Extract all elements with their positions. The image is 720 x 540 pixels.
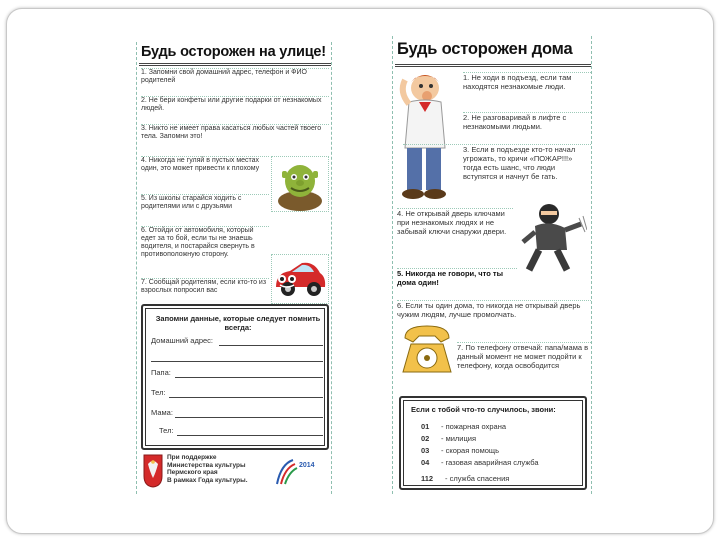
- street-rule-2: 2. Не бери конфеты или другие подарки от незнакомых людей.: [141, 96, 329, 113]
- dad-phone-line[interactable]: [169, 397, 323, 398]
- home-rule-5: 5. Никогда не говори, что ты дома один!: [397, 268, 517, 287]
- home-leaflet-title: Будь осторожен дома: [397, 40, 573, 58]
- ambulance-code: 03: [421, 446, 430, 455]
- emergency-title: Если с тобой что-то случилось, звони:: [411, 405, 556, 414]
- home-address-line-2[interactable]: [151, 361, 323, 362]
- title-divider: [395, 64, 591, 67]
- boy-cartoon-icon: [395, 72, 461, 204]
- sponsor-line-4: В рамках Года культуры.: [167, 476, 248, 484]
- rescue-label: - служба спасения: [445, 474, 510, 483]
- sponsor-text: [167, 454, 259, 484]
- street-leaflet-title: Будь осторожен на улице!: [141, 44, 326, 60]
- sponsor-footer: [141, 452, 329, 492]
- sponsor-line-3: Пермского края: [167, 469, 218, 476]
- police-label: - милиция: [441, 434, 477, 443]
- street-rule-4: 4. Никогда не гуляй в пустых местах один, это может привести к плохому: [141, 156, 269, 173]
- home-safety-leaflet: [392, 36, 592, 494]
- fire-code: 01: [421, 422, 430, 431]
- red-car-cartoon-icon: [272, 255, 328, 303]
- shrek-picture: [271, 156, 329, 212]
- shrek-cartoon-icon: [272, 157, 328, 211]
- emergency-row-rescue: [421, 474, 509, 483]
- fire-label: - пожарная охрана: [441, 422, 507, 431]
- red-car-picture: [271, 254, 329, 304]
- telephone-icon: [399, 322, 455, 378]
- street-rule-7: 7. Сообщай родителям, если кто-то из взрослых попросил вас: [141, 278, 269, 295]
- sponsor-line-1: При поддержке: [167, 454, 217, 461]
- year-of-culture-logo-icon: [271, 456, 325, 488]
- emergency-row-police: [421, 434, 476, 443]
- street-rule-3: 3. Никто не имеет права касаться любых частей твоего тела. Запомни это!: [141, 124, 329, 141]
- mom-line[interactable]: [175, 417, 323, 418]
- home-rule-7: 7. По телефону отвечай: папа/мама в данный момент не может подойти к телефону, когда освободится: [457, 342, 591, 370]
- mom-label: Мама:: [151, 408, 173, 417]
- home-rule-3: 3. Если в подъезде кто-то начал угрожать, то кричи «ПОЖАР!!!» тогда есть шанс, что люди вступятся и начнут бе гать.: [403, 144, 591, 181]
- street-safety-leaflet: [136, 42, 332, 494]
- memo-title: Запомни данные, которые следует помнить всегда:: [155, 314, 321, 332]
- gas-code: 04: [421, 458, 430, 467]
- dad-phone-label: Тел:: [151, 388, 166, 397]
- dad-label: Папа:: [151, 368, 171, 377]
- street-rule-5: 5. Из школы старайся ходить с родителями или с друзьями: [141, 194, 269, 211]
- ambulance-label: - скорая помощь: [441, 446, 499, 455]
- contacts-memo-box: [141, 304, 329, 450]
- burglar-icon: [521, 200, 587, 272]
- emergency-row-fire: [421, 422, 506, 431]
- mom-phone-label: Тел:: [159, 426, 174, 435]
- title-divider: [139, 63, 331, 66]
- sponsor-line-2: Министерства культуры: [167, 461, 246, 469]
- home-address-label: Домашний адрес:: [151, 336, 214, 345]
- perm-coat-of-arms-icon: [143, 454, 163, 488]
- street-rule-1: 1. Запомни свой домашний адрес, телефон и ФИО родителей: [141, 68, 329, 85]
- dad-line[interactable]: [175, 377, 323, 378]
- gas-label: - газовая аварийная служба: [441, 458, 539, 467]
- slide-frame: [6, 8, 714, 534]
- emergency-row-ambulance: [421, 446, 499, 455]
- emergency-row-gas: [421, 458, 539, 467]
- home-address-line[interactable]: [219, 345, 323, 346]
- home-rule-2: 2. Не разговаривай в лифте с незнакомыми людьми.: [463, 112, 591, 131]
- home-rule-6: 6. Если ты один дома, то никогда не открывай дверь чужим людям, лучше промолчать.: [397, 300, 591, 319]
- mom-phone-line[interactable]: [177, 435, 323, 436]
- home-rule-1: 1. Не ходи в подъезд, если там находятся незнакомые люди.: [463, 72, 591, 91]
- emergency-numbers-box: [399, 396, 587, 490]
- police-code: 02: [421, 434, 430, 443]
- logo-year: 2014: [299, 462, 315, 469]
- home-rule-4: 4. Не открывай дверь ключами при незнакомых людях и не забывай ключи снаружи двери.: [397, 208, 513, 236]
- street-rule-6: 6. Отойди от автомобиля, который едет за то бой, если ты не знаешь водителя, и постарайся свернуть в противоположную сторону.: [141, 226, 269, 259]
- rescue-code: 112: [421, 474, 434, 483]
